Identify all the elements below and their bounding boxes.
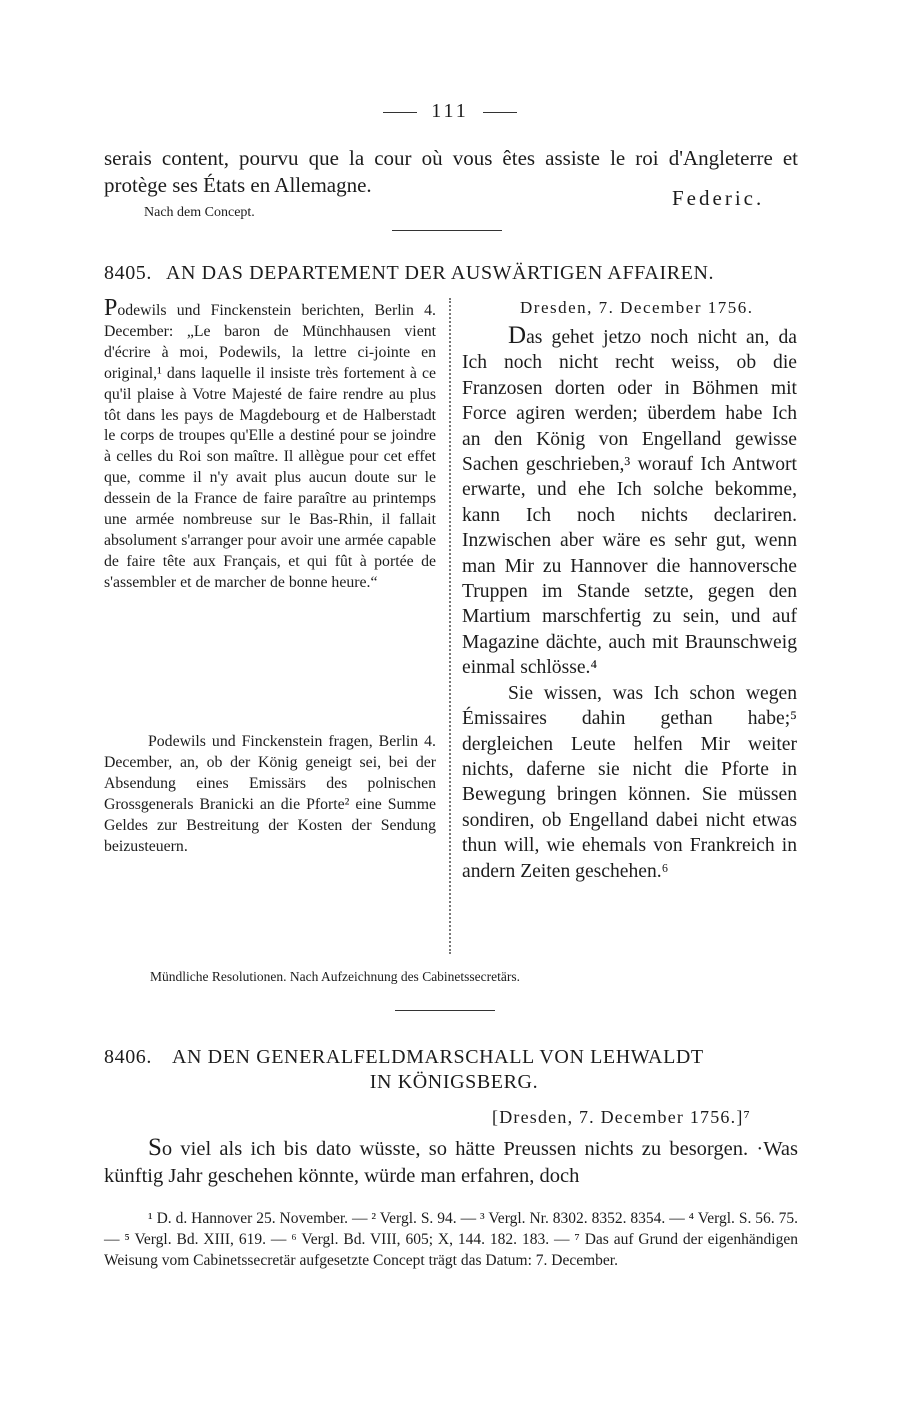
heading-title-line2: IN KÖNIGSBERG. xyxy=(369,1071,539,1093)
ornament-dash-left xyxy=(383,112,417,113)
heading-number: 8405. xyxy=(104,262,152,284)
query-paragraph: Podewils und Finckenstein fragen, Berlin 4. December, an, ob der König geneigt sei, bei der Absendung eines Emissärs des polnischen Grossgenerals Branicki an die Pforte² eine Summe Geldes zur Bestreitung der Kosten der Sendung beizusteuern. xyxy=(104,733,436,855)
resolution-paragraph: Das gehet jetzo noch nicht an, da Ich noch nicht recht weiss, ob die Franzosen dorten oder in Böhmen mit Force agiren werden; überdem habe Ich an den König von Engelland gewisse Sachen geschrieben,³ worauf Ich Antwort erwarte, und ehe Ich solche bekomme, kann Ich noch nichts declariren. Inzwischen aber wäre es sehr gut, wenn man Mir zu Hannover die hannoversche Truppen im Stande setzte, gegen den Martium marschfertig zu sein, und auf Magazine dächte, auch mit Braunschweig einmal schlösse.⁴ xyxy=(462,322,797,679)
report-summary xyxy=(104,295,436,594)
page-number xyxy=(0,100,900,123)
resolution-text xyxy=(462,323,797,884)
resolution-paragraph: Sie wissen, was Ich schon wegen Émissaires dahin gethan habe;⁵ dergleichen Leute helfen Mir weiter nichts, daferne sie nicht die Pforte in Bewegung bringen können. Sie müssen sondiren, ob Engelland dabei nicht etwas thun will, wie ehemals von Frankreich in andern Zeiten geschehen.⁶ xyxy=(462,682,797,882)
section-divider xyxy=(395,1010,495,1011)
signature: Federic. xyxy=(672,186,765,210)
dateline: [Dresden, 7. December 1756.]⁷ xyxy=(492,1107,751,1127)
column-divider xyxy=(449,298,451,954)
intro-paragraph: serais content, pourvu que la cour où vous êtes assiste le roi d'Angleterre et protège ses États en Allemagne. xyxy=(104,146,798,197)
source-note: Mündliche Resolutionen. Nach Aufzeichnung des Cabinetssecretärs. xyxy=(150,969,521,984)
heading-number: 8406. xyxy=(104,1046,152,1068)
report-paragraph: Podewils und Finckenstein berichten, Berlin 4. December: „Le baron de Münchhausen vient d'écrire à moi, Podewils, la lettre ci-jointe en original,¹ dans laquelle il insiste très fortement à ce qu'il plaise à Votre Majesté de faire rendre au plus tôt dans les pays de Magdebourg et de Halberstadt le corps de troupes qu'Elle a destiné pour se joindre à celles du Roi son maître. Il allègue pour cet effet que, comme il n'y avait plus aucun doute sur le dessein de la France de faire paraître au printemps une armée nombreuse sur le Bas-Rhin, il fallait absolument s'arranger pour avoir une armée capable de faire tête aux Français, et qui fût à portée de s'assembler et de marcher de bonne heure.“ xyxy=(104,295,436,591)
dateline: Dresden, 7. December 1756. xyxy=(520,298,754,317)
ornament-dash-right xyxy=(483,112,517,113)
heading-title: AN DAS DEPARTEMENT DER AUSWÄRTIGEN AFFAIREN. xyxy=(166,262,715,284)
query-summary xyxy=(104,732,436,857)
heading-title-line1: AN DEN GENERALFELDMARSCHALL VON LEHWALDT xyxy=(172,1046,704,1068)
heading-8405 xyxy=(104,262,804,285)
section-divider xyxy=(392,230,502,231)
heading-8406 xyxy=(104,1045,804,1095)
footnotes: ¹ D. d. Hannover 25. November. — ² Vergl. S. 94. — ³ Vergl. Nr. 8302. 8352. 8354. — ⁴ Vergl. S. 56. 75. — ⁵ Vergl. Bd. XIII, 619. — ⁶ Vergl. Bd. VIII, 605; X, 144. 182. 183. — ⁷ Das auf Grund der eigenhändigen Weisung vom Cabinetssecretär aufgesetzte Concept trägt das Datum: 7. December. xyxy=(104,1210,798,1269)
letter-paragraph: So viel als ich bis dato wüsste, so hätte Preussen nichts zu besorgen. ·Was künftig Jahr geschehen könnte, würde man erfahren, doch xyxy=(104,1134,798,1187)
page-number-text: 111 xyxy=(431,100,469,122)
source-note: Nach dem Concept. xyxy=(144,205,255,220)
